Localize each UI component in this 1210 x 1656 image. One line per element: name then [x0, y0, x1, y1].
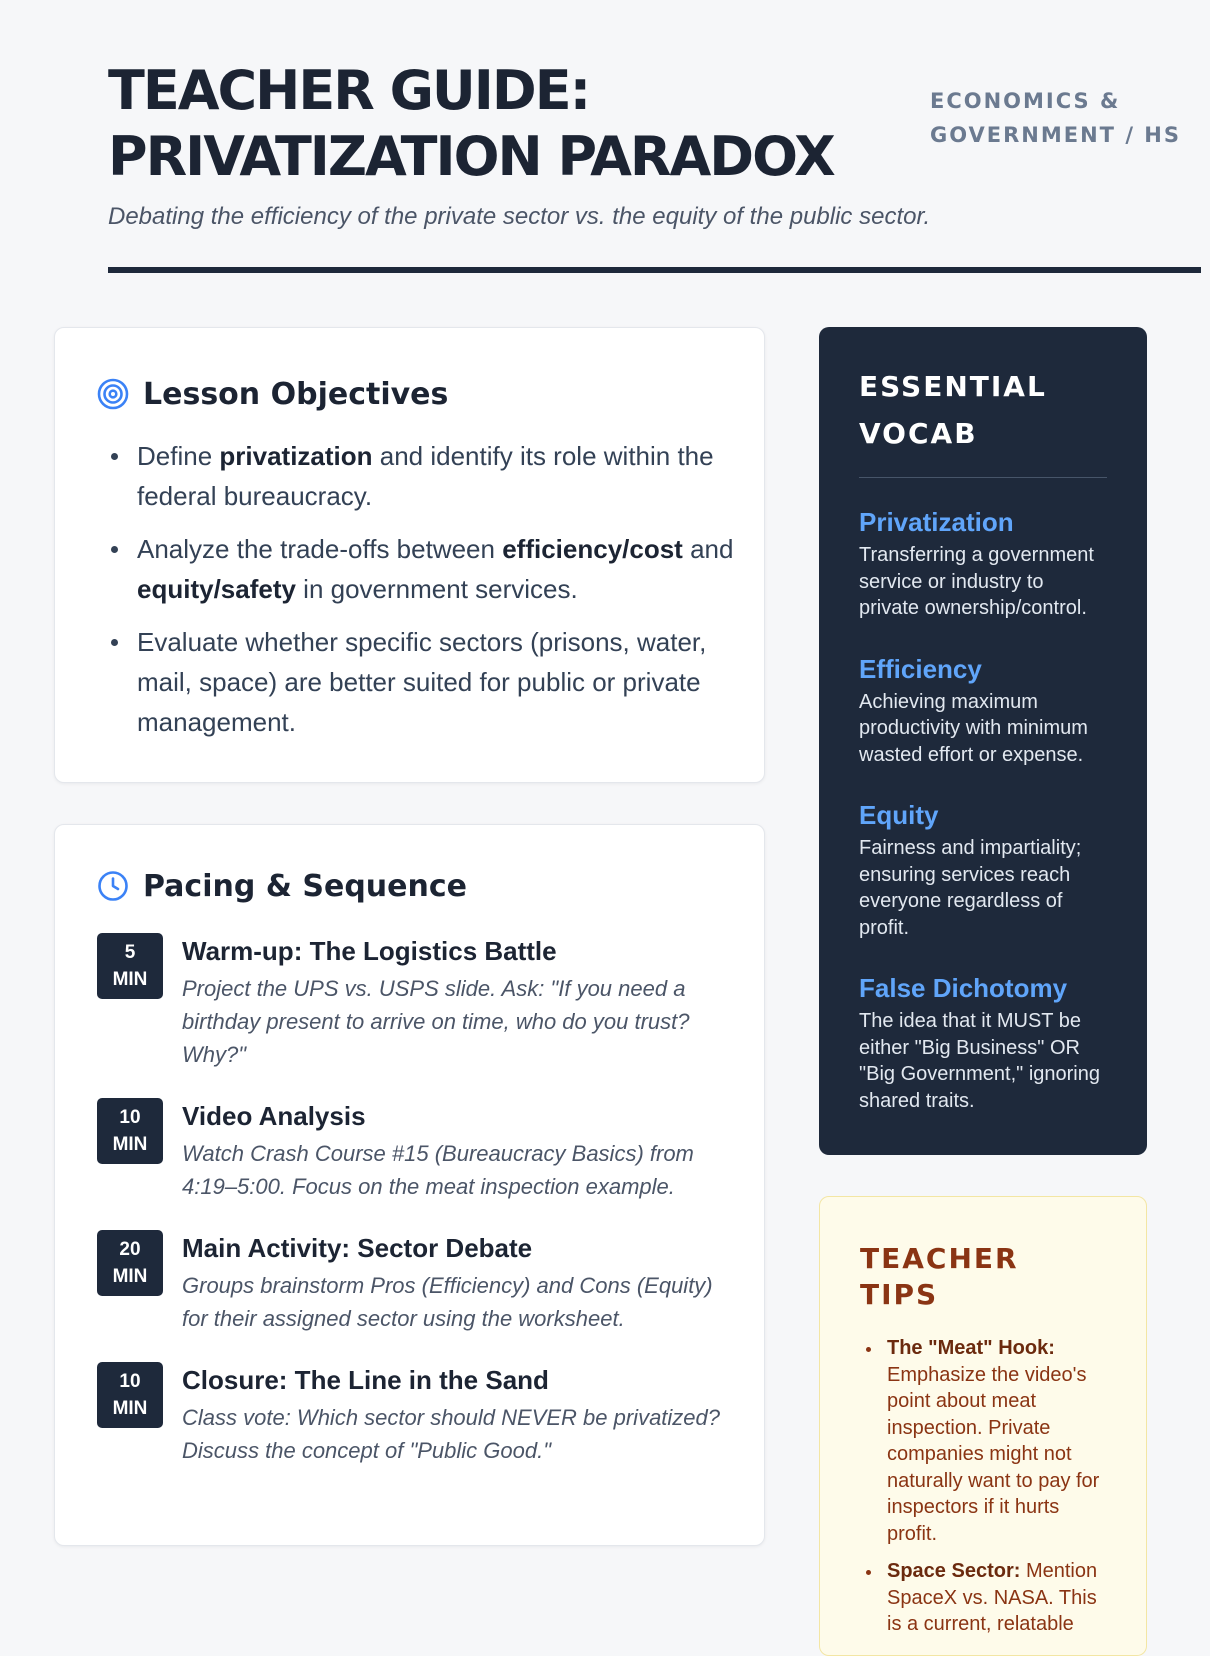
subject-label-line-1: ECONOMICS & — [930, 89, 1121, 113]
duration-minutes: 10 — [119, 1371, 141, 1392]
objective-text: Analyze the trade-offs between — [137, 534, 503, 564]
vocab-term-definition: Transferring a government service or industry to private ownership/control. — [859, 544, 1094, 619]
pacing-sequence-header — [97, 866, 467, 906]
vocab-term-equity — [859, 799, 1107, 941]
pacing-item-body — [182, 1098, 737, 1203]
duration-unit: MIN — [112, 1134, 148, 1155]
pacing-list — [97, 933, 737, 1494]
pacing-item-warm-up — [97, 933, 737, 1071]
pacing-item-body — [182, 1230, 737, 1335]
objective-item — [137, 529, 737, 609]
page-title-line-1: TEACHER GUIDE: — [108, 59, 590, 122]
objective-text: Define — [137, 441, 220, 471]
duration-badge — [97, 1362, 163, 1428]
objective-item — [137, 622, 737, 742]
header — [54, 0, 1182, 280]
objective-text: and — [682, 534, 734, 564]
pacing-item-video-analysis — [97, 1098, 737, 1203]
objective-item — [137, 436, 737, 516]
teacher-tip-lead: Space Sector: — [887, 1560, 1021, 1582]
pacing-item-title: Video Analysis — [182, 1101, 366, 1131]
duration-minutes: 5 — [124, 942, 136, 963]
objectives-list — [137, 436, 737, 755]
lesson-objectives-card — [54, 327, 765, 783]
lesson-objectives-title: Lesson Objectives — [143, 376, 449, 412]
header-divider — [108, 267, 1201, 273]
objective-keyword: equity/safety — [137, 574, 296, 604]
page-subtitle: Debating the efficiency of the private sector vs. the equity of the public sector. — [108, 203, 931, 230]
pacing-item-description: Watch Crash Course #15 (Bureaucracy Basics) from 4:19–5:00. Focus on the meat inspection example. — [182, 1141, 694, 1199]
duration-badge — [97, 1230, 163, 1296]
teacher-tip-text: Emphasize the video's point about meat inspection. Private companies might not naturally want to pay for inspectors if it hurts profit. — [887, 1363, 1100, 1545]
target-icon — [97, 378, 129, 410]
teacher-tips-title: TEACHER TIPS — [860, 1242, 1019, 1311]
pacing-item-title: Main Activity: Sector Debate — [182, 1233, 533, 1263]
vocab-term-false-dichotomy — [859, 972, 1107, 1114]
vocab-term-efficiency — [859, 653, 1107, 769]
pacing-item-title: Closure: The Line in the Sand — [182, 1365, 549, 1395]
vocab-term-definition: The idea that it MUST be either "Big Business" OR "Big Government," ignoring shared traits. — [859, 1010, 1100, 1112]
objective-text: and identify its role within the federal bureaucracy. — [137, 441, 714, 511]
objective-keyword: privatization — [219, 441, 373, 471]
subject-label-line-2: GOVERNMENT / HS — [930, 123, 1182, 147]
duration-unit: MIN — [112, 1266, 148, 1287]
essential-vocab-title-line-1: ESSENTIAL — [859, 370, 1047, 403]
page-title-line-2: PRIVATIZATION PARADOX — [108, 125, 834, 188]
page-title — [108, 58, 908, 190]
pacing-item-title: Warm-up: The Logistics Battle — [182, 936, 557, 966]
vocab-term-definition: Achieving maximum productivity with minimum wasted effort or expense. — [859, 690, 1088, 766]
pacing-item-closure — [97, 1362, 737, 1467]
duration-unit: MIN — [112, 1398, 148, 1419]
lesson-objectives-header — [97, 374, 448, 414]
clock-icon — [97, 870, 129, 902]
teacher-tip-item — [887, 1335, 1106, 1547]
duration-minutes: 10 — [119, 1107, 141, 1128]
teacher-tips-panel — [819, 1196, 1147, 1656]
vocab-term-name: Privatization — [859, 507, 1014, 537]
objective-keyword: efficiency/cost — [502, 534, 683, 564]
duration-badge — [97, 933, 163, 999]
vocab-term-name: False Dichotomy — [859, 973, 1068, 1003]
pacing-sequence-card — [54, 824, 765, 1546]
pacing-item-description: Class vote: Which sector should NEVER be privatized? Discuss the concept of "Public Good." — [182, 1405, 721, 1463]
pacing-item-main-activity — [97, 1230, 737, 1335]
vocab-term-privatization — [859, 506, 1107, 622]
essential-vocab-title-line-2: VOCAB — [859, 417, 978, 450]
subject-label — [930, 84, 1210, 152]
pacing-item-body — [182, 1362, 737, 1467]
pacing-item-description: Project the UPS vs. USPS slide. Ask: "If you need a birthday present to arrive on time, who do you trust? Why?" — [182, 976, 690, 1067]
vocab-divider — [859, 477, 1107, 478]
teacher-tip-item — [887, 1558, 1106, 1638]
pacing-item-description: Groups brainstorm Pros (Efficiency) and Cons (Equity) for their assigned sector using the worksheet. — [182, 1273, 713, 1331]
teacher-tip-lead: The "Meat" Hook: — [887, 1337, 1055, 1359]
teacher-tips-list — [860, 1335, 1106, 1638]
duration-minutes: 20 — [119, 1239, 141, 1260]
essential-vocab-panel — [819, 327, 1147, 1155]
objective-text: Evaluate whether specific sectors (prisons, water, mail, space) are better suited for public or private management. — [137, 627, 707, 737]
duration-badge — [97, 1098, 163, 1164]
objective-text: in government services. — [295, 574, 578, 604]
pacing-item-body — [182, 933, 737, 1071]
pacing-sequence-title: Pacing & Sequence — [143, 868, 467, 904]
vocab-term-name: Efficiency — [859, 653, 982, 684]
vocab-term-name: Equity — [859, 800, 939, 830]
essential-vocab-title — [859, 363, 1107, 457]
vocab-term-definition: Fairness and impartiality; ensuring services reach everyone regardless of profit. — [859, 837, 1082, 939]
duration-unit: MIN — [112, 969, 148, 990]
teacher-tip-text: Mention SpaceX vs. NASA. This is a current, relatable — [887, 1560, 1098, 1635]
